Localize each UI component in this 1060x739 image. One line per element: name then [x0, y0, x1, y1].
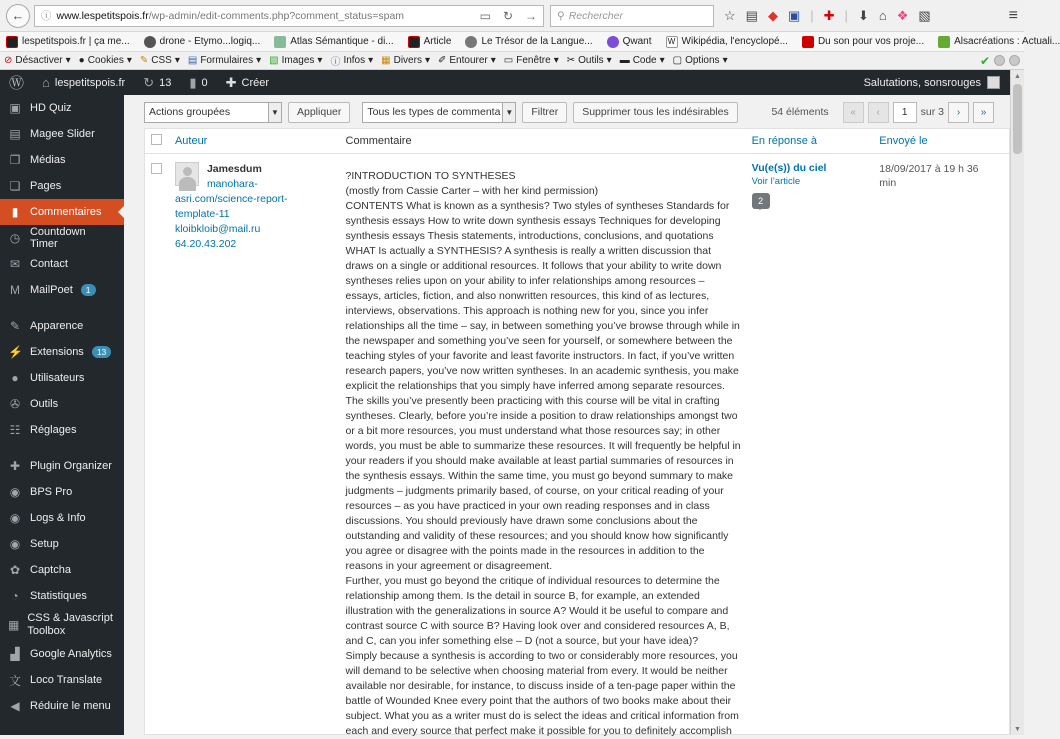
clipboard-icon[interactable]: ▤	[745, 7, 758, 23]
table-row	[145, 154, 1009, 739]
back-button[interactable]	[6, 4, 30, 28]
quiz-icon: ▣	[9, 101, 21, 115]
sidebar-item-google-analytics[interactable]	[0, 641, 124, 667]
sidebar-item-mailpoet[interactable]	[0, 277, 124, 303]
sidebar-item-statistiques[interactable]	[0, 583, 124, 609]
wd-disable-menu[interactable]: ⊘ Désactiver ▾	[4, 55, 71, 66]
updates-link[interactable]: ↻ 13	[143, 74, 172, 90]
sidebar-item-logs-info[interactable]	[0, 505, 124, 531]
bookmark-favicon-icon	[465, 36, 477, 48]
window-icon: ▭	[503, 55, 514, 66]
screenshot-icon[interactable]: ▧	[918, 7, 931, 23]
comment-paragraph: CONTENTS What is known as a synthesis? Two styles of syntheses Standards for synthesis essays How to write down synthesis essays Techniques for developing synthesis essays Thesis statements, introductions, conclusions, and quotations WHAT Is actually a SYNTHESIS? A synthesis is really a written discussion that draws on a single or additional resources. It follows that your ability to write down syntheses relies upon on your ability to infer relationships among resources – essays, articles, fiction, and also nonwritten resources, this kind of as lectures, interviews, observations. This approach is nothing new for you, since you infer relationships all the time – say, in between something you’ve browse through while in the newspaper and something you’ve seen for yourself, or somewhere between the teaching styles of your favorite and least favorite instructors. In fact, if you’ve written research papers, you’ve now written syntheses. In an academic synthesis, you make explicit the relationships that you simply have inferred among separate resources.	[345, 200, 740, 392]
sidebar-item-label: Apparence	[30, 320, 84, 332]
scroll-up-icon[interactable]: ▲	[1014, 72, 1021, 80]
wikipedia-icon: W	[666, 36, 678, 48]
plus-icon: ✚	[225, 74, 237, 90]
sidebar-item-label: Google Analytics	[30, 648, 112, 660]
sidebar-item-label: BPS Pro	[30, 486, 73, 498]
update-count-badge: 13	[92, 346, 111, 358]
table-nav-top	[144, 100, 994, 124]
next-page-button[interactable]: ›	[948, 102, 969, 123]
bookmark-item[interactable]: Qwant	[607, 36, 652, 48]
search-placeholder: Rechercher	[568, 9, 623, 22]
sidebar-item-label: HD Quiz	[30, 102, 72, 114]
sidebar-item-label: Utilisateurs	[30, 372, 85, 384]
author-url-link[interactable]: template-11	[174, 208, 230, 220]
filter-button[interactable]: Filtrer	[522, 102, 567, 123]
sidebar-item-r-glages[interactable]	[0, 417, 124, 443]
response-post-link[interactable]: Vu(e(s)) du ciel	[751, 162, 827, 174]
url-domain: www.lespetitspois.fr	[56, 9, 149, 22]
sidebar-item-m-dias[interactable]	[0, 147, 124, 173]
outline-icon: ✐	[437, 55, 447, 66]
hamburger-menu-icon[interactable]: ≡	[1008, 6, 1018, 24]
pages-icon: ❏	[9, 179, 21, 193]
sidebar-item-label: Loco Translate	[30, 674, 103, 686]
comments-icon: ▮	[11, 205, 19, 219]
wd-window-menu[interactable]: ▭ Fenêtre ▾	[503, 55, 559, 66]
sidebar-item-countdown-timer[interactable]	[0, 225, 124, 251]
bookmark-favicon-icon	[802, 36, 814, 48]
home-icon[interactable]: ⌂	[878, 8, 887, 23]
comment-type-select[interactable]: Tous les types de commenta ▼	[362, 102, 516, 123]
sort-response-link[interactable]: En réponse à	[751, 135, 818, 147]
sidebar-item-extensions[interactable]	[0, 339, 124, 365]
forward-icon[interactable]: →	[525, 8, 537, 23]
pocket-icon[interactable]: ◆	[767, 7, 778, 23]
apply-button[interactable]: Appliquer	[288, 102, 350, 123]
update-count-badge: 1	[81, 284, 96, 296]
sidebar-item-label: Extensions	[30, 346, 84, 358]
pencil-icon: ✎	[139, 55, 149, 66]
tools-icon: ✂	[566, 55, 576, 66]
bookmark-item[interactable]: Du son pour vos proje...	[802, 36, 924, 48]
dropdown-arrow-icon: ▼	[268, 103, 281, 122]
avatar	[987, 76, 1000, 89]
avatar	[175, 162, 199, 186]
brush-icon: ✎	[9, 319, 21, 333]
search-icon: ⚲	[557, 9, 565, 22]
view-post-link[interactable]: Voir l’article	[751, 176, 801, 187]
sidebar-item-label: Outils	[30, 398, 59, 410]
comment-bubble-icon: ▮	[189, 74, 197, 90]
translate-icon: 文	[8, 673, 21, 688]
addon-red-cross-icon[interactable]: ✚	[823, 7, 835, 23]
settings-icon: ☷	[9, 423, 21, 437]
bookmark-item[interactable]: Le Trésor de la Langue...	[465, 36, 592, 48]
bookmark-item[interactable]: Atlas Sémantique - di...	[274, 36, 393, 48]
puzzle-icon: ✚	[9, 459, 21, 473]
sidebar-item-label: CSS & Javascript Toolbox	[27, 612, 113, 637]
image-icon: ▧	[269, 55, 279, 66]
sidebar-item-setup[interactable]	[0, 531, 124, 557]
wd-images-menu[interactable]: ▧ Images ▾	[269, 55, 323, 66]
status-dot-icon	[994, 55, 1005, 66]
comment-paragraph: Further, you must go beyond the critique of individual resources to determine the relationship among them. Is the detail in source B, for example, an extended illustration with the generalizations in source A? Would it be useful to compare and contrast source C with source B? Having look over and considered resources A, B, and C, can you infer something else – D (not a source, but your have idea)?	[345, 575, 730, 647]
new-content-menu[interactable]: ✚ Créer	[225, 74, 270, 90]
bps-icon: ◉	[9, 485, 21, 499]
scrollbar-thumb[interactable]	[1013, 84, 1022, 154]
sidebar-item-label: Logs & Info	[30, 512, 86, 524]
sidebar-item-label: Magee Slider	[30, 128, 95, 140]
bookmark-favicon-icon	[607, 36, 619, 48]
bookmark-favicon-icon	[144, 36, 156, 48]
bookmark-item[interactable]: Article	[408, 36, 452, 48]
comments-link[interactable]: ▮ 0	[189, 74, 208, 90]
comment-date: 18/09/2017 à 19 h 36 min	[879, 163, 979, 189]
total-pages: sur 3	[920, 106, 944, 118]
collapse-icon: ◀	[10, 699, 20, 713]
dropdown-arrow-icon: ▼	[502, 103, 515, 122]
bookmark-favicon-icon	[274, 36, 286, 48]
comment-paragraph: The skills you’ve presently been practicing with this course will be vital in crafting syntheses. Clearly, before you’re inside a position to draw relationships amongst two or a bit more resources, you must understand what those resources say; in other words, you must be able to summarize these resources. It will frequently be helpful in your readers if you should make available at least partial summaries of resources in the synthesis essays. Within the same time, you must go beyond summary to make judgments – judgments primarily based, of course, on your critical reading of your resources – as you have practiced in your own reading responses and in class discussions. You should previously have drawn some conclusions about the outstanding and validity of these resources; and you should know how significantly you agree or disagree with the points made in the resources in addition to the reasons in your agreement or disagreement.	[345, 395, 741, 572]
table-header	[145, 129, 1009, 154]
wp-admin-bar	[0, 70, 1010, 95]
sidebar-item-label: Captcha	[30, 564, 71, 576]
reload-icon[interactable]: ↻	[502, 8, 513, 23]
last-page-button[interactable]: »	[973, 102, 994, 123]
author-ip-link[interactable]: 64.20.43.202	[174, 238, 237, 250]
sidebar-item-hd-quiz[interactable]	[0, 95, 124, 121]
sidebar-item-label: Countdown Timer	[29, 226, 86, 250]
download-icon[interactable]: ⬇	[857, 7, 869, 23]
code-icon: ▬	[619, 55, 630, 66]
sidebar-item-css-javascript-toolbox[interactable]	[0, 609, 124, 641]
sidebar-item-pages[interactable]	[0, 173, 124, 199]
select-all-checkbox[interactable]	[151, 134, 162, 145]
comment-column-header: Commentaire	[345, 135, 412, 147]
toolbox-icon: ▦	[8, 617, 20, 632]
comment-count-bubble[interactable]: 2	[752, 193, 770, 209]
browser-nav-bar: ← ⓘ www.lespetitspois.fr /wp-admin/edit-comments.php?comment_status=spam ▭ ↻ → ⚲ Rechercher ☆ ▤ ◆ ▣ | ✚ | ⬇ ⌂ ❖ ▧ ≡	[0, 0, 1024, 32]
scroll-down-icon[interactable]: ▼	[1014, 725, 1021, 733]
items-count: 54 éléments	[771, 106, 829, 118]
wd-tools-menu[interactable]: ✂ Outils ▾	[566, 55, 612, 66]
author-email-link[interactable]: kloibkloib@mail.ru	[174, 223, 261, 235]
sidebar-separator	[0, 443, 124, 453]
sidebar-item-plugin-organizer[interactable]	[0, 453, 124, 479]
sidebar-item-magee-slider[interactable]	[0, 121, 124, 147]
comments-table	[144, 128, 1010, 735]
url-path: /wp-admin/edit-comments.php?comment_status=spam	[148, 9, 405, 22]
home-icon: ⌂	[42, 75, 50, 90]
sidebar-item-commentaires[interactable]	[0, 199, 124, 225]
sidebar-item-label: MailPoet	[30, 284, 73, 296]
first-page-button[interactable]: «	[843, 102, 864, 123]
bookmark-favicon-icon	[6, 36, 18, 48]
save-icon[interactable]: ▣	[787, 7, 801, 23]
bookmark-favicon-icon	[408, 36, 420, 48]
current-page-input[interactable]: 1	[893, 102, 917, 123]
plugin-icon: ⚡	[8, 345, 23, 359]
bookmark-favicon-icon	[938, 36, 950, 48]
disable-icon: ⊘	[4, 55, 13, 66]
back-arrow-icon: ←	[11, 8, 25, 23]
bookmark-item[interactable]: W Wikipédia, l'encyclopé...	[666, 36, 788, 48]
wordpress-icon: Ⓦ	[9, 75, 25, 92]
wrench-icon: ✇	[9, 397, 21, 411]
sidebar-separator	[0, 303, 124, 313]
stats-icon: ◔	[11, 589, 19, 603]
bulk-actions-select[interactable]: Actions groupées ▼	[144, 102, 282, 123]
author-url-link[interactable]: manohara-	[206, 178, 258, 190]
setup-icon: ◉	[9, 537, 21, 551]
mailpoet-icon: M	[10, 283, 20, 297]
row-checkbox[interactable]	[151, 163, 162, 174]
page-scrollbar[interactable]	[1010, 70, 1024, 735]
captcha-icon: ✿	[9, 563, 21, 577]
sidebar-item-label: Réglages	[30, 424, 77, 436]
sidebar-item-label: Commentaires	[30, 206, 102, 218]
sidebar-item-r-duire-le-menu[interactable]	[0, 693, 124, 719]
search-input[interactable]	[550, 5, 714, 27]
misc-icon: ▦	[381, 55, 391, 66]
sidebar-item-contact[interactable]	[0, 251, 124, 277]
logs-icon: ◉	[9, 511, 21, 525]
sidebar-item-label: Statistiques	[30, 590, 87, 602]
sidebar-item-bps-pro[interactable]	[0, 479, 124, 505]
refresh-icon: ↻	[143, 74, 155, 90]
comment-paragraph: Simply because a synthesis is according to two or considerably more resources, you will demand to be selective when choosing material from every. It would be neither available nor desirable, for instance, to discuss inside of a ten-page paper within the battle of Wounded Knee every point that the authors of two books make about their subject. What you as a writer must do is select the ideas and critical information from each and every source that perfect make it possible for you to definitely accomplish	[345, 650, 739, 737]
prev-page-button[interactable]: ‹	[868, 102, 889, 123]
wd-info-menu[interactable]: ⓘ Infos ▾	[330, 55, 374, 68]
reader-view-icon[interactable]: ▭	[479, 8, 491, 23]
bookmarks-bar	[0, 32, 1060, 52]
wd-outline-menu[interactable]: ✐ Entourer ▾	[437, 55, 496, 66]
wd-cookies-menu[interactable]: ● Cookies ▾	[78, 55, 132, 66]
sidebar-item-captcha[interactable]	[0, 557, 124, 583]
site-name-link[interactable]: ⌂ lespetitspois.fr	[42, 75, 126, 90]
sidebar-item-label: Pages	[30, 180, 62, 192]
pagination	[771, 102, 994, 123]
wd-misc-menu[interactable]: ▦ Divers ▾	[381, 55, 430, 66]
form-icon: ▤	[187, 55, 198, 66]
sidebar-item-utilisateurs[interactable]	[0, 365, 124, 391]
wd-css-menu[interactable]: ✎ CSS ▾	[139, 55, 180, 66]
analytics-icon: ▟	[10, 647, 20, 661]
info-icon[interactable]: ⓘ	[41, 10, 52, 22]
options-icon: ▢	[672, 55, 683, 66]
comment-paragraph: ?INTRODUCTION TO SYNTHESES	[345, 170, 516, 182]
bookmark-item[interactable]: lespetitspois.fr | ça me...	[6, 36, 130, 48]
info-icon: ⓘ	[330, 57, 341, 68]
media-icon: ❐	[9, 153, 21, 167]
bookmark-item[interactable]: Alsacréations : Actuali...	[938, 36, 1060, 48]
check-icon: ✔	[979, 53, 990, 68]
wd-code-menu[interactable]: ▬ Code ▾	[619, 55, 665, 66]
author-url-link[interactable]: asri.com/science-report-	[174, 193, 288, 205]
clock-icon: ◷	[9, 231, 21, 245]
sidebar-item-label: Setup	[30, 538, 59, 550]
bookmark-item[interactable]: drone - Etymo...logiq...	[144, 36, 261, 48]
my-account-menu[interactable]: Salutations, sonsrouges	[864, 76, 1010, 89]
author-cell	[175, 162, 346, 739]
admin-sidebar	[0, 95, 124, 735]
comment-paragraph: (mostly from Cassie Carter – with her kind permission)	[345, 185, 599, 197]
response-cell	[752, 162, 880, 739]
main-content	[124, 95, 1010, 735]
web-developer-toolbar	[0, 52, 1024, 70]
comment-text	[346, 169, 752, 739]
sidebar-item-label: Médias	[30, 154, 66, 166]
author-name: Jamesdum	[206, 163, 262, 175]
sidebar-item-label: Réduire le menu	[30, 700, 111, 712]
wp-logo-menu[interactable]	[0, 70, 33, 95]
users-icon: ●	[11, 371, 19, 385]
sidebar-item-apparence[interactable]	[0, 313, 124, 339]
url-bar[interactable]	[34, 5, 544, 27]
empty-spam-button[interactable]: Supprimer tous les indésirables	[573, 102, 738, 123]
sidebar-item-label: Contact	[30, 258, 68, 270]
sort-date-link[interactable]: Envoyé le	[879, 135, 928, 147]
wd-forms-menu[interactable]: ▤ Formulaires ▾	[187, 55, 262, 66]
mail-icon: ✉	[9, 257, 21, 271]
star-icon[interactable]: ☆	[724, 7, 736, 23]
sidebar-item-outils[interactable]	[0, 391, 124, 417]
sort-author-link[interactable]: Auteur	[174, 135, 208, 147]
status-dot-icon	[1009, 55, 1020, 66]
colors-icon[interactable]: ❖	[896, 7, 909, 23]
sidebar-item-label: Plugin Organizer	[30, 460, 112, 472]
slider-icon: ▤	[9, 127, 21, 141]
sidebar-item-loco-translate[interactable]	[0, 667, 124, 693]
cookie-icon: ●	[78, 55, 85, 66]
wd-options-menu[interactable]: ▢ Options ▾	[672, 55, 728, 66]
